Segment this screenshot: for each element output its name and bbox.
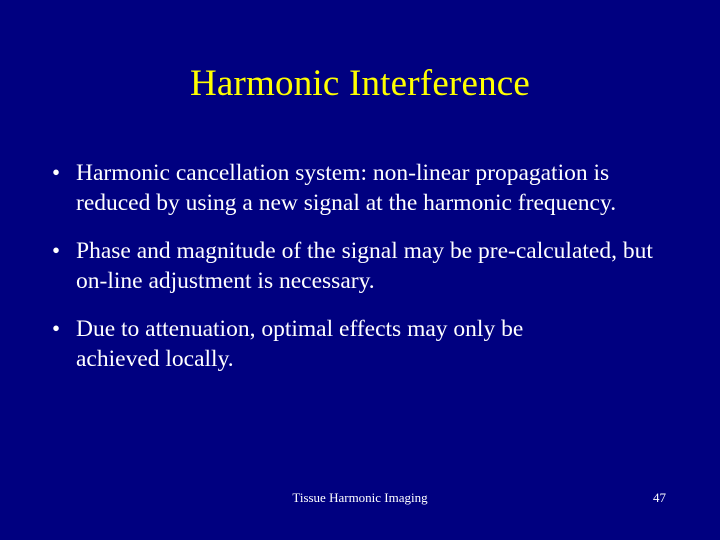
bullet-list [52, 158, 672, 392]
bullet-marker-icon: • [52, 316, 61, 341]
list-item [52, 314, 672, 374]
bullet-text: Phase and magnitude of the signal may be pre-calculated, but on-line adjustment is necessary. [76, 238, 653, 294]
list-item [52, 158, 672, 218]
footer-title: Tissue Harmonic Imaging [292, 490, 428, 505]
bullet-text: Harmonic cancellation system: non-linear propagation is reduced by using a new signal at the harmonic frequency. [76, 160, 617, 216]
bullet-text: Due to attenuation, optimal effects may only be achieved locally. [76, 316, 524, 372]
list-item [52, 236, 672, 296]
bullet-marker-icon: • [52, 238, 61, 263]
slide-number: 47 [653, 490, 666, 505]
bullet-marker-icon: • [52, 160, 61, 185]
slide-footer [0, 490, 720, 510]
page-title: Harmonic Interference [189, 63, 531, 104]
